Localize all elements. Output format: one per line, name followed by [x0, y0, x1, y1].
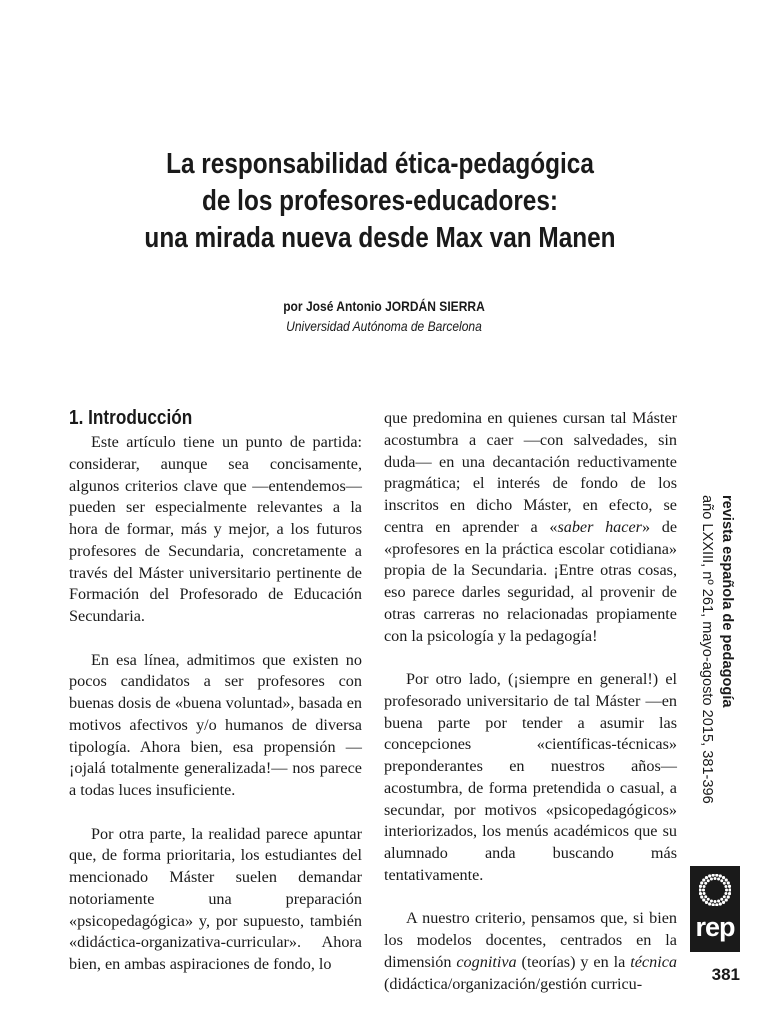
journal-logo	[690, 866, 740, 952]
journal-sidebar	[694, 495, 740, 850]
section-heading: 1. Introducción	[69, 407, 193, 429]
author-surname: JORDÁN SIERRA	[385, 298, 485, 314]
byline-prefix: por José Antonio	[283, 298, 386, 314]
byline	[200, 296, 568, 336]
paragraph: Por otra parte, la realidad parece apuntar que, de forma prioritaria, los estudiantes del mencionado Máster suelen demandar notoriamente una preparación «psicopedagógica» y, por supuesto, también «didáctica-organizativa-curricular». Ahora bien, en ambas aspiraciones de fondo, lo	[69, 824, 362, 973]
title-line-1: La responsabilidad ética-pedagógica	[166, 148, 594, 180]
paragraph: Este artículo tiene un punto de partida: considerar, aunque sea concisamente, algunos criterios clave que —entendemos— pueden ser especialmente relevantes a la hora de formar, más y mejor, a los futuros profesores de Secundaria, concretamente a través del Máster universitario pertinente de Formación del Profesorado de Educación Secundaria.	[69, 433, 362, 625]
paragraph: En esa línea, admitimos que existen no pocos candidatos a ser profesores con buenas dosis de «buena voluntad», basada en motivos afectivos y/o humanos de diversa tipología. Ahora bien, esa propensión —¡ojalá totalmente generalizada!— nos parece a todas luces insuficiente.	[69, 650, 362, 799]
author-line	[200, 296, 568, 316]
author-affiliation: Universidad Autónoma de Barcelona	[286, 318, 482, 334]
paragraph	[384, 908, 677, 995]
text-run: que predomina en quienes cursan tal Máster acostumbra a caer —con salvedades, sin duda— en una decantación reductivamente pragmática; el interés de fondo de los inscritos en dicho Máster, en efecto, se centra en aprender a «	[384, 409, 677, 536]
title-line-2: de los profesores-educadores:	[201, 185, 559, 217]
journal-name: revista española de pedagogía	[719, 495, 735, 708]
title-line-3: una mirada nueva desde Max van Manen	[144, 222, 616, 254]
paragraph: Por otro lado, (¡siempre en general!) el profesorado universitario de tal Máster —en buena parte por tender a asumir las concepciones «científicas-técnicas» preponderantes en nuestros años— acostumbra, de forma pretendida o casual, a secundar, por motivos «psicopedagógicos» interiorizados, los menús académicos que su alumnado anda buscando más tentativamente.	[384, 670, 677, 884]
left-column	[69, 406, 362, 976]
paragraph	[384, 408, 677, 647]
emphasis: técnica	[630, 952, 677, 971]
emphasis: cognitiva	[456, 952, 517, 971]
emphasis: saber hacer	[557, 517, 642, 536]
journal-issue-info: año LXXIII, nº 261, mayo-agosto 2015, 381-396	[699, 495, 715, 804]
article-title	[111, 146, 649, 257]
text-run: (didáctica/organización/gestión curricu-	[384, 974, 643, 993]
journal-sidebar-text	[697, 495, 737, 847]
text-run: A nuestro criterio, pensamos que, si bien los modelos docentes, centrados en la dimensión	[384, 909, 677, 971]
ring-of-dots-icon	[699, 874, 731, 906]
page-number: 381	[711, 965, 740, 984]
right-column	[384, 408, 677, 995]
logo-text: rep	[695, 912, 735, 942]
text-run: » de «profesores en la práctica escolar cotidiana» propia de la Secundaria. ¡Entre otras cosas, eso parece darles seguridad, al provenir de otras carreras no relacionadas propiamente con la psicología y la pedagogía!	[384, 517, 678, 645]
text-run: (teorías) y en la	[516, 952, 631, 971]
